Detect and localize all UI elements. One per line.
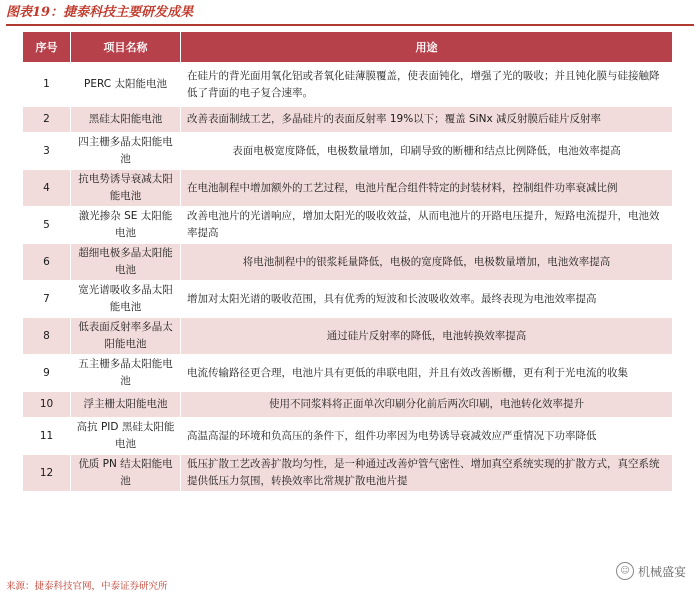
- watermark: [616, 562, 686, 580]
- project-name: 高抗 PID 黑硅太阳能电池: [71, 418, 181, 455]
- project-usage: 增加对太阳光谱的吸收范围，具有优秀的短波和长波吸收效率。最终表现为电池效率提高: [181, 281, 673, 318]
- row-number: 11: [23, 418, 71, 455]
- project-name: 五主栅多晶太阳能电池: [71, 355, 181, 392]
- row-number: 1: [23, 63, 71, 107]
- project-usage: 使用不同浆料将正面单次印刷分化前后两次印刷，电池转化效率提升: [181, 392, 673, 418]
- table-row: [23, 170, 673, 207]
- table-row: [23, 392, 673, 418]
- project-usage: 改善表面制绒工艺，多晶硅片的表面反射率 19%以下；覆盖 SiNx 减反射膜后硅片反射率: [181, 107, 673, 133]
- project-name: 四主栅多晶太阳能电池: [71, 133, 181, 170]
- project-usage: 电流传输路径更合理，电池片具有更低的串联电阻，并且有效改善断栅，更有利于光电流的收集: [181, 355, 673, 392]
- project-usage: 改善电池片的光谱响应，增加太阳光的吸收效益，从而电池片的开路电压提升，短路电流提升，电池效率提高: [181, 207, 673, 244]
- project-usage: 表面电极宽度降低，电极数量增加，印刷导致的断栅和结点比例降低，电池效率提高: [181, 133, 673, 170]
- row-number: 7: [23, 281, 71, 318]
- watermark-text: 机械盛宴: [637, 564, 686, 579]
- row-number: 6: [23, 244, 71, 281]
- wechat-icon: ☺: [616, 562, 634, 580]
- table-row: [23, 133, 673, 170]
- table-row: [23, 418, 673, 455]
- project-name: 黑硅太阳能电池: [71, 107, 181, 133]
- row-number: 10: [23, 392, 71, 418]
- header-project-name: 项目名称: [71, 32, 181, 63]
- header-usage: 用途: [181, 32, 673, 63]
- table-row: [23, 63, 673, 107]
- project-name: 优质 PN 结太阳能电池: [71, 455, 181, 492]
- table-row: [23, 107, 673, 133]
- project-name: 抗电势诱导衰减太阳能电池: [71, 170, 181, 207]
- project-name: 低表面反射率多晶太阳能电池: [71, 318, 181, 355]
- project-usage: 在电池制程中增加额外的工艺过程，电池片配合组件特定的封装材料，控制组件功率衰减比例: [181, 170, 673, 207]
- row-number: 12: [23, 455, 71, 492]
- project-name: PERC 太阳能电池: [71, 63, 181, 107]
- project-name: 浮主栅太阳能电池: [71, 392, 181, 418]
- project-usage: 低压扩散工艺改善扩散均匀性，是一种通过改善炉管气密性、增加真空系统实现的扩散方式，真空系统提供低压力氛围，转换效率比常规扩散电池片提: [181, 455, 673, 492]
- row-number: 8: [23, 318, 71, 355]
- project-name: 超细电极多晶太阳能电池: [71, 244, 181, 281]
- table-row: [23, 207, 673, 244]
- project-usage: 在硅片的背光面用氧化铝或者氧化硅薄膜覆盖，使表面钝化，增强了光的吸收；并且钝化膜与硅接触降低了背面的电子复合速率。: [181, 63, 673, 107]
- project-usage: 高温高湿的环境和负高压的条件下，组件功率因为电势诱导衰减效应严重情况下功率降低: [181, 418, 673, 455]
- project-name: 宽光谱吸收多晶太阳能电池: [71, 281, 181, 318]
- table-row: [23, 281, 673, 318]
- rd-results-table: [22, 31, 673, 492]
- row-number: 5: [23, 207, 71, 244]
- row-number: 4: [23, 170, 71, 207]
- project-name: 激光掺杂 SE 太阳能电池: [71, 207, 181, 244]
- header-no: 序号: [23, 32, 71, 63]
- row-number: 2: [23, 107, 71, 133]
- table-row: [23, 244, 673, 281]
- table-row: [23, 355, 673, 392]
- project-usage: 通过硅片反射率的降低，电池转换效率提高: [181, 318, 673, 355]
- table-row: [23, 455, 673, 492]
- row-number: 9: [23, 355, 71, 392]
- row-number: 3: [23, 133, 71, 170]
- figure-title: 图表19：捷泰科技主要研发成果: [6, 2, 694, 26]
- source-note: 来源：捷泰科技官网，中泰证券研究所: [6, 581, 168, 592]
- project-usage: 将电池制程中的银浆耗量降低，电极的宽度降低，电极数量增加，电池效率提高: [181, 244, 673, 281]
- table-row: [23, 318, 673, 355]
- table-header-row: [23, 32, 673, 63]
